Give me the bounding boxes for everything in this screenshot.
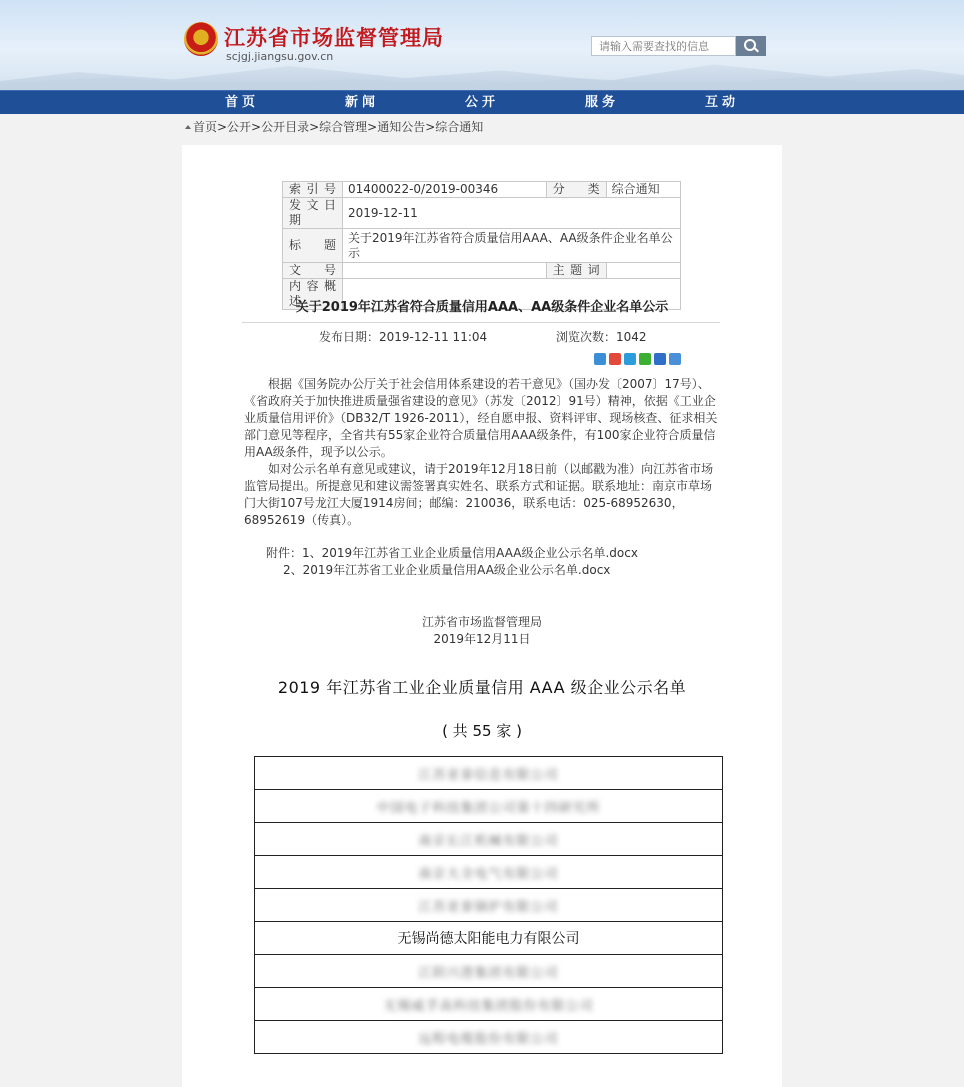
share-wechat-icon[interactable] bbox=[639, 353, 651, 365]
table-row bbox=[255, 988, 723, 1021]
docno-label: 文 号 bbox=[283, 263, 343, 279]
document-title: 关于2019年江苏省符合质量信用AAA、AA级条件企业名单公示 bbox=[295, 300, 669, 315]
share-qzone-icon[interactable] bbox=[594, 353, 606, 365]
company-cell bbox=[255, 988, 723, 1021]
main-nav bbox=[0, 90, 964, 115]
table-row bbox=[255, 955, 723, 988]
subject-value bbox=[606, 263, 680, 279]
summary-label: 内容概述 bbox=[283, 279, 343, 310]
company-table bbox=[254, 756, 723, 1054]
nav-home[interactable]: 首页 bbox=[224, 95, 259, 110]
view-count: 浏览次数：1042 bbox=[556, 330, 647, 344]
share-renren-icon[interactable] bbox=[654, 353, 666, 365]
article-body bbox=[244, 376, 720, 529]
subject-label: 主 题 词 bbox=[546, 263, 606, 279]
site-header bbox=[0, 0, 964, 90]
signature-org: 江苏省市场监督管理局 bbox=[421, 615, 542, 629]
nav-public[interactable]: 公开 bbox=[464, 95, 499, 110]
table-row bbox=[255, 757, 723, 790]
category-value: 综合通知 bbox=[606, 182, 680, 198]
search-button[interactable] bbox=[736, 36, 766, 56]
company-name: 南京大全电气有限公司 bbox=[418, 866, 559, 882]
attachment-link-2[interactable]: 2、2019年江苏省工业企业质量信用AA级企业公示名单.docx bbox=[283, 563, 611, 577]
title-label: 标 题 bbox=[283, 229, 343, 263]
body-paragraph: 如对公示名单有意见或建议，请于2019年12月18日前（以邮戳为准）向江苏省市场监管局提出。所提意见和建议需签署真实姓名、联系方式和证据。联系地址：南京市草场门大街107号龙江大厦1914房间；邮编：210036，联系电话：025-68952630，68952619（传真）。 bbox=[244, 462, 714, 527]
company-cell bbox=[255, 889, 723, 922]
company-cell bbox=[255, 823, 723, 856]
company-name: 江阴兴澄集团有限公司 bbox=[418, 965, 559, 981]
table-row bbox=[255, 856, 723, 889]
share-weibo-icon[interactable] bbox=[609, 353, 621, 365]
company-cell bbox=[255, 757, 723, 790]
company-name: 远程电缆股份有限公司 bbox=[418, 1031, 559, 1047]
company-cell bbox=[255, 1021, 723, 1054]
company-cell bbox=[255, 955, 723, 988]
company-cell bbox=[255, 922, 723, 955]
home-icon bbox=[185, 125, 191, 129]
search-input[interactable] bbox=[591, 36, 736, 56]
share-bar bbox=[594, 353, 684, 372]
nav-interact[interactable]: 互动 bbox=[704, 95, 739, 110]
table-row bbox=[255, 823, 723, 856]
title-divider bbox=[242, 322, 720, 323]
date-label: 发文日期 bbox=[283, 198, 343, 229]
nav-service[interactable]: 服务 bbox=[584, 95, 619, 110]
company-name: 江苏亚泰锅炉有限公司 bbox=[418, 899, 559, 915]
table-row bbox=[255, 790, 723, 823]
company-cell bbox=[255, 790, 723, 823]
search-icon-handle bbox=[754, 48, 759, 53]
attachment-link-1[interactable]: 附件：1、2019年江苏省工业企业质量信用AAA级企业公示名单.docx bbox=[266, 546, 638, 560]
article-panel bbox=[182, 145, 782, 1087]
docno-value bbox=[343, 263, 547, 279]
list-count: ( 共 55 家 ) bbox=[442, 722, 522, 740]
site-name[interactable]: 江苏省市场监督管理局 bbox=[224, 25, 444, 50]
list-title: 2019 年江苏省工业企业质量信用 AAA 级企业公示名单 bbox=[277, 678, 687, 697]
publish-date: 发布日期：2019-12-11 11:04 bbox=[319, 330, 488, 344]
company-name: 无锡威孚高科技集团股份有限公司 bbox=[383, 998, 594, 1014]
signature-date: 2019年12月11日 bbox=[433, 632, 531, 646]
table-row bbox=[255, 1021, 723, 1054]
table-row bbox=[255, 922, 723, 955]
index-value: 01400022-0/2019-00346 bbox=[343, 182, 547, 198]
table-row bbox=[255, 889, 723, 922]
attachments bbox=[266, 545, 638, 579]
breadcrumb bbox=[0, 114, 964, 138]
site-url: scjgj.jiangsu.gov.cn bbox=[226, 50, 334, 63]
title-value: 关于2019年江苏省符合质量信用AAA、AA级条件企业名单公示 bbox=[343, 229, 681, 263]
national-emblem-icon[interactable] bbox=[184, 22, 218, 56]
date-value: 2019-12-11 bbox=[343, 198, 681, 229]
company-name: 中国电子科技集团公司第十四研究所 bbox=[376, 800, 601, 816]
company-name: 南京长江机械有限公司 bbox=[418, 833, 559, 849]
nav-news[interactable]: 新闻 bbox=[344, 95, 379, 110]
breadcrumb-trail[interactable] bbox=[185, 118, 483, 135]
meta-table bbox=[282, 181, 681, 310]
index-label: 索 引 号 bbox=[283, 182, 343, 198]
breadcrumb-text[interactable]: 首页>公开>公开目录>综合管理>通知公告>综合通知 bbox=[193, 120, 484, 134]
signature bbox=[182, 614, 782, 648]
company-cell bbox=[255, 856, 723, 889]
category-label: 分 类 bbox=[546, 182, 606, 198]
share-tencent-icon[interactable] bbox=[624, 353, 636, 365]
body-paragraph: 根据《国务院办公厅关于社会信用体系建设的若干意见》（国办发〔2007〕17号）、《省政府关于加快推进质量强省建设的意见》（苏发〔2012〕91号）精神，依据《工业企业质量信用评价》（DB32/T 1926-2011），经自愿申报、资料评审、现场核查、征求相关部门意见等程序，全省共有55家企业符合质量信用AAA级条件，有100家企业符合质量信用AA级条件，现予以公示。 bbox=[244, 377, 718, 459]
company-name: 江苏亚泰信息有限公司 bbox=[418, 767, 559, 783]
share-more-icon[interactable] bbox=[669, 353, 681, 365]
company-name: 无锡尚德太阳能电力有限公司 bbox=[397, 931, 580, 947]
